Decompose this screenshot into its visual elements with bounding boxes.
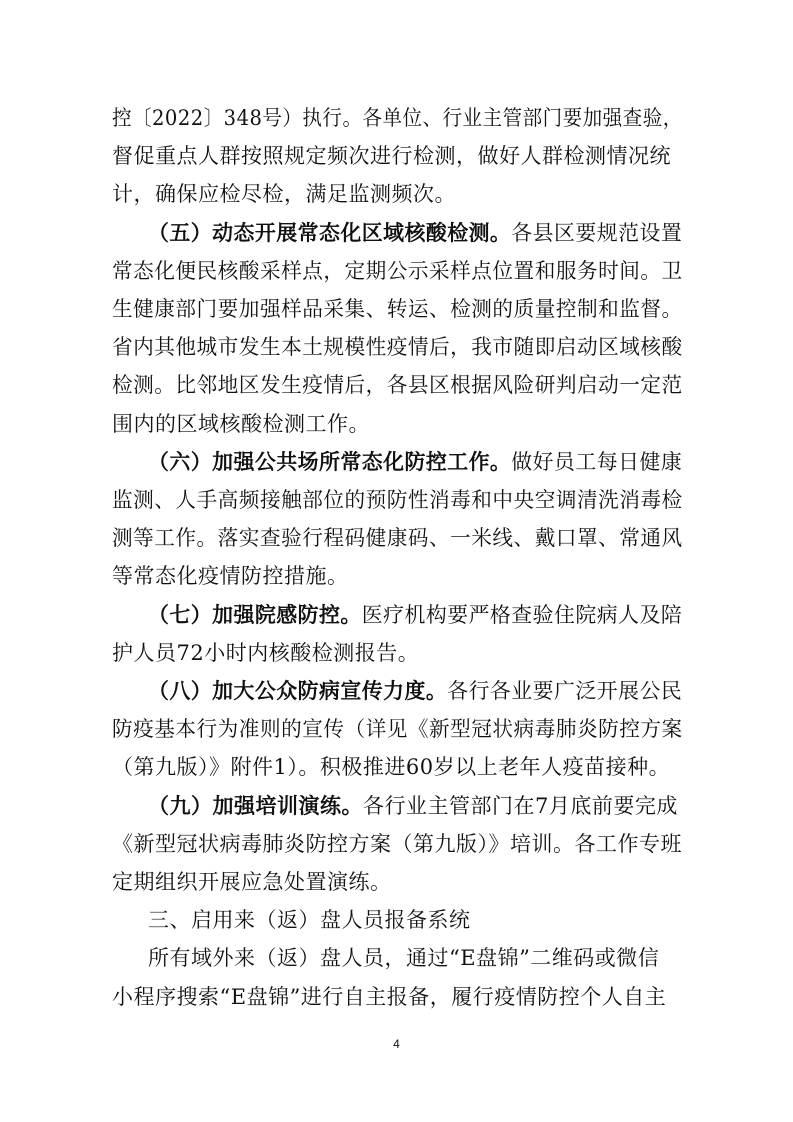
section-7-line: （七）加强院感防控。医疗机构要严格查验住院病人及陪 xyxy=(148,601,683,627)
body-line: 测等工作。落实查验行程码健康码、一米线、戴口罩、常通风 xyxy=(112,526,683,551)
body-line: 定期组织开展应急处置演练。 xyxy=(112,870,392,894)
section-9-line: （九）加强培训演练。各行业主管部门在7月底前要完成 xyxy=(148,792,678,818)
section-6-heading: （六）加强公共场所常态化防控工作。 xyxy=(148,448,512,474)
body-line: 所有域外来（返）盘人员，通过“E盘锦”二维码或微信 xyxy=(148,946,660,971)
body-line: 防疫基本行为准则的宣传（详见《新型冠状病毒肺炎防控方案 xyxy=(112,717,683,742)
body-line: 小程序搜索“E盘锦”进行自主报备，履行疫情防控个人自主 xyxy=(112,984,667,1009)
body-line: 常态化便民核酸采样点，定期公示采样点位置和服务时间。卫 xyxy=(112,258,683,283)
page-number: 4 xyxy=(393,1037,400,1051)
chapter-3-heading: 三、启用来（返）盘人员报备系统 xyxy=(148,908,471,933)
body-line: （第九版）》附件1）。积极推进60岁以上老年人疫苗接种。 xyxy=(112,755,671,780)
section-6-line: （六）加强公共场所常态化防控工作。做好员工每日健康 xyxy=(148,448,683,474)
body-line: 等常态化疫情防控措施。 xyxy=(112,564,349,589)
section-7-heading: （七）加强院感防控。 xyxy=(148,601,362,627)
body-line: 护人员72小时内核酸检测报告。 xyxy=(112,640,420,665)
body-line: 围内的区域核酸检测工作。 xyxy=(112,411,370,436)
body-line: 《新型冠状病毒肺炎防控方案（第九版）》培训。各工作专班 xyxy=(112,831,682,856)
section-5-line: （五）动态开展常态化区域核酸检测。各县区要规范设置 xyxy=(148,219,683,245)
body-line: 控〔2022〕348号）执行。各单位、行业主管部门要加强查验， xyxy=(112,106,683,130)
section-8-heading: （八）加大公众防病宣传力度。 xyxy=(148,678,448,703)
body-line: 计，确保应检尽检，满足监测频次。 xyxy=(112,182,456,207)
body-line: 检测。比邻地区发生疫情后，各县区根据风险研判启动一定范 xyxy=(112,373,683,398)
section-9-heading: （九）加强培训演练。 xyxy=(148,792,363,818)
body-line: 监测、人手高频接触部位的预防性消毒和中央空调清洗消毒检 xyxy=(112,488,683,512)
section-8-line: （八）加大公众防病宣传力度。各行各业要广泛开展公民 xyxy=(148,678,683,703)
body-line: 省内其他城市发生本土规模性疫情后，我市随即启动区域核酸 xyxy=(112,335,683,360)
body-line: 督促重点人群按照规定频次进行检测，做好人群检测情况统 xyxy=(112,144,671,169)
section-5-heading: （五）动态开展常态化区域核酸检测。 xyxy=(148,219,512,245)
body-line: 生健康部门要加强样品采集、转运、检测的质量控制和监督。 xyxy=(112,297,683,321)
